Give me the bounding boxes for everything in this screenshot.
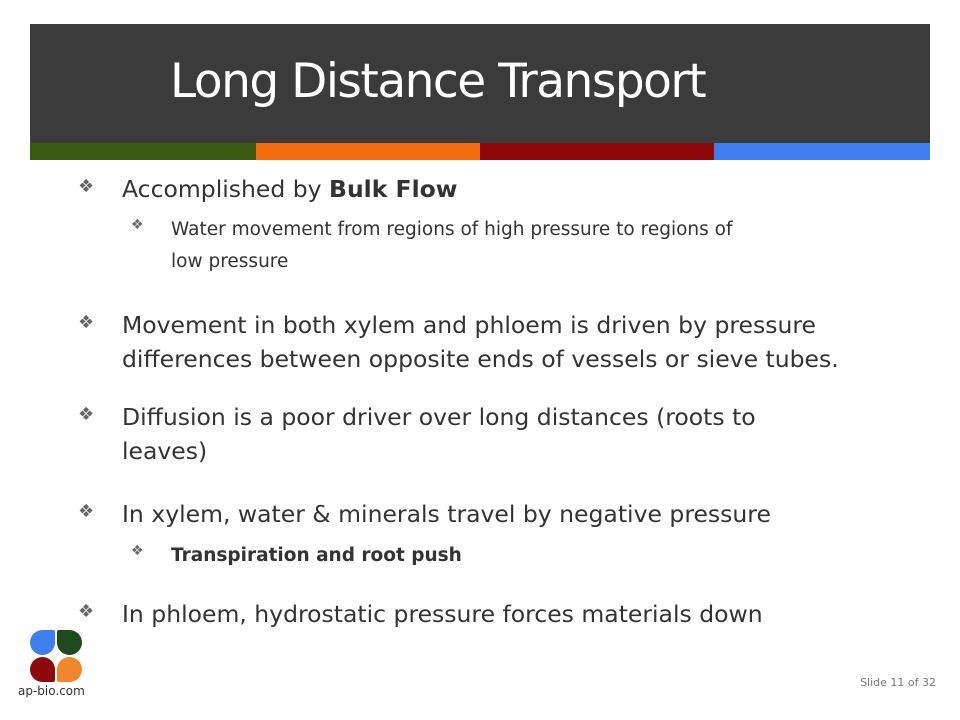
bullet-text-bold: Transpiration and root push [171, 545, 462, 566]
logo-text: ap-bio.com [18, 684, 85, 698]
bullet-text-line: Diffusion is a poor driver over long distances (roots to [122, 403, 756, 431]
bullet-text-line: Movement in both xylem and phloem is driven by pressure [122, 311, 816, 339]
slide-number: Slide 11 of 32 [860, 676, 936, 689]
diamond-bullet-icon: ❖ [131, 543, 144, 559]
logo-blue-leaf [30, 630, 55, 655]
diamond-bullet-icon: ❖ [78, 404, 95, 425]
bullet-text: In phloem, hydrostatic pressure forces materials down [122, 600, 763, 628]
bullet-text-line: leaves) [122, 437, 208, 465]
logo-orange-leaf [57, 657, 82, 682]
logo-red-leaf [30, 657, 55, 682]
diamond-bullet-icon: ❖ [131, 217, 144, 233]
diamond-bullet-icon: ❖ [78, 501, 95, 522]
bullet-text-line: differences between opposite ends of vessels or sieve tubes. [122, 345, 839, 373]
bullet-text-line: low pressure [171, 251, 289, 272]
diamond-bullet-icon: ❖ [78, 312, 95, 333]
bullet-text-line: Water movement from regions of high pressure to regions of [171, 219, 733, 240]
bullet-text: Accomplished by [122, 175, 330, 203]
bullet-text: In xylem, water & minerals travel by negative pressure [122, 500, 771, 528]
diamond-bullet-icon: ❖ [78, 601, 95, 622]
slide-title: Long Distance Transport [170, 54, 706, 109]
diamond-bullet-icon: ❖ [78, 176, 95, 197]
logo-green-leaf [57, 630, 82, 655]
ap-bio-logo-icon [28, 628, 84, 684]
bullet-text-bold: Bulk Flow [329, 175, 458, 203]
